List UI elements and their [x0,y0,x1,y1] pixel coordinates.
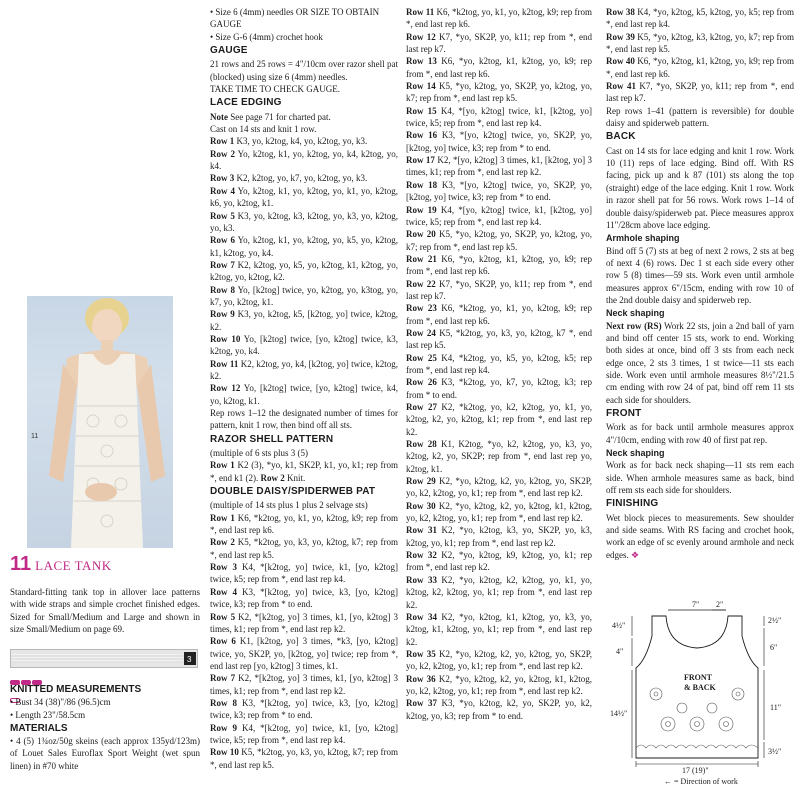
daisy-row-label: Row 7 [210,673,236,684]
skill-level-indicator [10,672,44,680]
daisy-row [210,512,398,537]
note-text: See page 71 for charted pat. [228,111,331,122]
daisy-row-text: K3, *[yo, k2tog] twice, yo, SK2P, yo, [k2tog, yo] twice, k3; rep from * to end. [406,130,592,153]
daisy-row-label: Row 36 [406,673,436,684]
front-neck-heading: Neck shaping [606,448,665,459]
instructions-column-2 [406,6,592,722]
gauge-text: 21 rows and 25 rows = 4"/10cm over razor shell pat (blocked) using size 6 (4mm) needles. [210,59,398,82]
daisy-row-text: K3, *yo, k2tog, k2, yo, SK2P, yo, k2, k2tog, yo, k3; rep from * to end. [406,698,592,721]
daisy-row-label: Row 14 [406,81,436,92]
lace-row-text: Yo, k2tog, k1, yo, k2tog, yo, k5, yo, k2tog, k1, k2tog, yo, k4. [210,235,398,258]
finishing-heading: FINISHING [606,498,659,510]
daisy-row [406,105,592,130]
daisy-row [406,500,592,525]
daisy-row-text: K6, *k2tog, yo, k1, yo, k2tog, k9; rep from *, end last rep k6. [406,303,592,326]
daisy-row-text: K7, *yo, SK2P, yo, k11; rep from *, end last rep k7. [406,278,592,301]
lace-row-text: K2, k2tog, yo, k5, yo, k2tog, k1, k2tog, yo, k2tog, yo, k2tog, k2. [210,259,398,283]
razor-rows [210,459,398,484]
daisy-row-text: K7, *yo, SK2P, yo, k11; rep from *, end last rep k7. [606,81,794,104]
daisy-row [406,549,592,574]
end-mark: ❖ [631,549,640,560]
lace-row-label: Row 5 [210,210,235,221]
daisy-row-text: K3, *[k2tog, yo] twice, k3, [yo, k2tog] twice, k3; rep from * to end. [210,586,399,610]
daisy-row-label: Row 11 [406,7,435,17]
daisy-row-label: Row 3 [210,562,237,573]
daisy-row [210,672,398,697]
razor-row-2-label: Row 2 [260,472,285,483]
bottom-width-label: 17 (19)" [682,766,709,775]
model-illustration [27,296,173,548]
lace-row-text: Yo, k2tog, k1, yo, k2tog, yo, k4, k2tog, yo, k4. [210,148,398,172]
daisy-row-text: K6, *k2tog, yo, k1, yo, k2tog, k9; rep from *, end last rep k6. [210,512,398,536]
daisy-row-text: K2, *yo, k2tog, k2, yo, k2tog, k1, k2tog, yo, k2, k2tog, yo, k1; rep from *, end last rep k2. [406,673,592,696]
lace-row-label: Row 12 [210,383,241,394]
photo-marker: 11 [31,433,39,440]
gauge-heading: GAUGE [210,45,248,57]
yarn-swatch-bar [10,649,198,668]
daisy-row-text: K5, *k2tog, yo, k3, yo, k2tog, k7; rep from *, end last rep k5. [210,747,398,770]
daisy-row-text: K4, *yo, k2tog, k5, k2tog, yo, k5; rep from *, end last rep k4. [606,7,794,30]
neck-row-label: Next row (RS) [606,320,662,331]
neck-heading: Neck shaping [606,308,665,319]
left-armhole-label: 4" [616,647,624,656]
right-edging-label: 3½" [768,747,782,756]
lace-row-text: K2, k2tog, yo, k7, yo, k2tog, yo, k3. [234,173,368,184]
needles-item: • Size 6 (4mm) needles OR SIZE TO OBTAIN GAUGE [210,7,380,30]
daisy-row-label: Row 15 [406,105,437,116]
length-measurement: • Length 23"/58.5cm [10,709,86,720]
front-text: Work as for back until armhole measures approx 4"/10cm, ending with row 40 of first pat rep. [606,422,794,445]
daisy-row [406,6,592,31]
lace-row [210,382,398,407]
lace-rows [210,135,398,407]
back-text: Cast on 14 sts for lace edging and knit 1 row. Work 10 (11) reps of lace edging. Bind off. With RS facing, pick up and k 87 (101) sts along the top (straight) edge of the lace edging. Knit 1 row. Work in razor shell pat for 56 rows. Work rows 1–14 of double daisy/spiderweb pat. Piece measures approx 11"/28cm above lace edging. [606,145,794,230]
daisy-row-text: K2, *[k2tog, yo] 3 times, k1, [yo, k2tog] 3 times, k1; rep from *, end last rep k2. [210,611,398,634]
materials-text: • 4 (5) 1¾oz/50g skeins (each approx 135yd/123m) of Louet Sales Euroflax Sport Weight (wet spun linen) in #70 white [10,736,200,771]
daisy-row-text: K2, *[yo, k2tog] 3 times, k1, [k2tog, yo] 3 times, k1; rep from *, end last rep k2. [406,155,592,178]
daisy-row [406,376,592,401]
daisy-row [210,635,398,672]
daisy-row-text: K2, *yo, k2tog, k2, k2tog, yo, k1, yo, k2tog, k2, k2tog, yo, k1; rep from *, end last rep k2. [406,574,592,610]
lace-row [210,185,398,210]
daisy-row [210,722,398,747]
lace-motif [650,688,744,731]
daisy-row [210,536,398,561]
right-shoulder-label: 2½" [768,616,782,625]
daisy-row [210,561,398,586]
daisy-row-text: K3, *[k2tog, yo] twice, k3, [yo, k2tog] twice, k3; rep from * to end. [210,697,399,721]
lace-row [210,333,398,358]
daisy-row-text: K2, *yo, k2tog, k2, yo, k2tog, yo, SK2P, yo, k2, k2tog, yo, k1; rep from *, end last rep k2. [406,476,593,499]
daisy-row-text: K4, *[k2tog, yo] twice, k1, [yo, k2tog] twice, k5; rep from *, end last rep k4. [210,722,399,745]
lace-row [210,259,398,284]
razor-row-2-text: Knit. [284,472,306,483]
daisy-row-text: K6, *yo, k2tog, k1, k2tog, yo, k9; rep from *, end last rep k6. [406,56,592,79]
daisy-row-text: K4, *[yo, k2tog] twice, k1, [k2tog, yo] twice, k5; rep from *, end last rep k4. [406,105,593,129]
lace-row-label: Row 8 [210,284,235,295]
daisy-row [606,6,794,31]
lace-row-label: Row 9 [210,309,235,320]
razor-row-1-text: K2 (3), *yo, k1, SK2P, k1, yo, k1; rep from *, end k1 (2). [210,460,399,483]
daisy-row [406,611,592,648]
lace-edging-heading: LACE EDGING [210,97,282,109]
daisy-row-label: Row 30 [406,500,436,511]
daisy-row [406,401,592,438]
bust-measurement: • Bust 34 (38)"/86 (96.5)cm [10,697,111,708]
left-shoulder-label: 4½" [612,621,626,630]
daisy-row-label: Row 16 [406,130,438,141]
lace-row-label: Row 4 [210,185,235,196]
daisy-row-label: Row 26 [406,377,437,388]
daisy-row [406,31,592,56]
daisy-row-text: K5, *k2tog, yo, k3, yo, k2tog, k7; rep from *, end last rep k5. [210,537,398,560]
daisy-row-text: K6, *k2tog, yo, k1, yo, k2tog, k9; rep from *, end last rep k6. [406,7,593,30]
schematic-diagram [608,598,796,786]
back-heading: BACK [606,131,636,143]
daisy-row [406,55,592,80]
note-line [210,111,398,123]
razor-multiple: (multiple of 6 sts plus 3 (5) [210,448,308,459]
daisy-row-label: Row 19 [406,204,437,215]
daisy-row-label: Row 9 [210,722,237,733]
pattern-title-block [10,553,200,576]
finishing-body: Wet block pieces to measurements. Sew shoulder and side seams. With RS facing and crochet hook, work an edge of sc evenly around armhole and neck edges. [606,512,794,560]
daisy-row [210,611,398,636]
daisy-row [406,228,592,253]
daisy-row-label: Row 17 [406,155,435,166]
lace-row-label: Row 11 [210,358,239,369]
daisy-row-label: Row 24 [406,327,436,338]
front-heading: FRONT [606,408,642,419]
razor-row-1-label: Row 1 [210,460,235,471]
daisy-row-label: Row 38 [606,7,635,17]
lace-row-label: Row 6 [210,235,235,246]
daisy-rows-final [606,6,794,105]
daisy-row [406,302,592,327]
daisy-row-text: K4, *[yo, k2tog] twice, k1, [k2tog, yo] twice, k5; rep from *, end last rep k4. [406,204,593,227]
daisy-row-text: K5, *yo, k2tog, yo, SK2P, yo, k2tog, yo, k7; rep from *, end last rep k5. [406,81,593,104]
daisy-row-text: K5, *yo, k2tog, k3, k2tog, yo, k7; rep from *, end last rep k5. [606,31,794,55]
daisy-row [406,648,592,673]
daisy-row-text: K6, *yo, k2tog, k1, k2tog, yo, k9; rep from *, end last rep k6. [406,253,592,277]
pattern-intro: Standard-fitting tank top in allover lace patterns with wide straps and simple crochet finished edges. Sized for Small/Medium and Large and shown in size Small/Medium on page 69. [10,587,200,634]
daisy-rows-continued [406,6,592,722]
daisy-row-text: K4, *[k2tog, yo] twice, k1, [yo, k2tog] twice, k5; rep from *, end last rep k4. [210,562,399,585]
edging-wave [636,745,758,748]
lace-row [210,172,398,184]
daisy-row-label: Row 40 [606,56,635,67]
materials-heading: MATERIALS [10,722,68,734]
gauge-check: TAKE TIME TO CHECK GAUGE. [210,84,341,95]
daisy-row-label: Row 1 [210,512,235,523]
daisy-heading: DOUBLE DAISY/SPIDERWEB PAT [210,486,376,498]
daisy-row-label: Row 35 [406,648,436,659]
lace-row-label: Row 3 [210,173,235,184]
pattern-number: 11 [10,553,32,575]
neck-text [606,320,794,406]
daisy-row [210,586,398,611]
daisy-row [406,574,592,611]
daisy-row-label: Row 4 [210,586,237,597]
daisy-row-label: Row 22 [406,278,436,289]
razor-shell-heading: RAZOR SHELL PATTERN [210,433,334,445]
daisy-row-text: K3, *k2tog, yo, k7, yo, k2tog, k3; rep from * to end. [406,377,592,400]
daisy-row-text: K2, *k2tog, yo, k2, k2tog, yo, k1, yo, k2tog, k2, yo, k2tog, k1; rep from *, end last rep k2. [406,402,592,437]
daisy-row-label: Row 31 [406,525,437,536]
daisy-multiple: (multiple of 14 sts plus 1 plus 2 selvage sts) [210,500,368,511]
instructions-column-1 [210,6,398,771]
lace-row [210,308,398,333]
daisy-row-text: K5, *yo, k2tog, yo, SK2P, yo, k2tog, yo, k7; rep from *, end last rep k5. [406,229,593,252]
daisy-row [210,746,398,771]
lace-row-label: Row 10 [210,333,241,344]
daisy-row-label: Row 8 [210,697,237,708]
daisy-row [406,204,592,229]
daisy-row-text: K1, [k2tog, yo] 3 times, *k3, [yo, k2tog] twice, yo, SK2P, yo, [k2tog, yo] twice; rep from *, end last rep [yo, k2tog] 3 times, k1. [210,636,398,671]
daisy-row [406,253,592,278]
daisy-row-label: Row 13 [406,56,437,67]
daisy-row [406,179,592,204]
daisy-row-label: Row 28 [406,439,437,450]
lace-row-text: K3, yo, k2tog, k5, [k2tog, yo] twice, k2tog, k2. [210,309,398,332]
daisy-row [606,31,794,56]
lace-row [210,358,398,383]
daisy-row-label: Row 21 [406,253,437,264]
daisy-row [210,697,398,722]
daisy-row-label: Row 29 [406,476,436,487]
instructions-column-3 [606,6,794,561]
daisy-row-text: K1, K2tog, *yo, k2, k2tog, yo, k3, yo, k2tog, k2, yo, SK2P; rep from *, end last rep yo, k2tog, k1. [406,439,593,474]
back-label: & BACK [684,683,716,692]
daisy-row [406,697,592,722]
daisy-row-text: K2, *yo, k2tog, k3, yo, SK2P, yo, k3, k2tog, yo, k1; rep from *, end last rep k2. [406,525,592,548]
daisy-row [406,352,592,377]
daisy-row-text: K2, *yo, k2tog, k2, yo, k2tog, k1, k2tog, yo, k2, k2tog, yo, k1; rep from *, end last rep k2. [406,500,592,524]
neck-row-text: Work 22 sts, join a 2nd ball of yarn and bind off center 15 sts, work to end. Working both sides at once, bind off 3 sts from each neck edge once, 2 sts 3 times, 1 st twice—11 sts each side. Work even until armhole measures 8½"/21.5 cm ending with row 24 of pat, bind off rem 11 sts each side for shoulders. [606,320,795,405]
measurements-section [10,684,200,772]
daisy-row-label: Row 10 [210,747,239,758]
daisy-row [406,438,592,475]
lace-row-label: Row 1 [210,136,235,147]
daisy-row [606,55,794,80]
lace-row-label: Row 2 [210,148,235,159]
right-armhole-label: 6" [770,643,778,652]
lace-row [210,135,398,147]
daisy-row-label: Row 5 [210,611,236,622]
lace-row-text: Yo, [k2tog] twice, [yo, k2tog] twice, k4, yo, k2tog, k1. [210,383,399,406]
lace-row-text: Yo, k2tog, k1, yo, k2tog, yo, k1, yo, k2tog, k6, yo, k2tog, k1. [210,185,398,209]
daisy-row-label: Row 33 [406,574,437,585]
daisy-row-text: K4, *k2tog, yo, k5, yo, k2tog, k5; rep from *, end last rep k4. [406,352,592,375]
lace-row-text: Yo, [k2tog] twice, yo, k2tog, yo, k3tog, yo, k7, yo, k2tog, k1. [210,284,399,307]
swatch-texture [11,650,197,667]
daisy-row-text: K3, *[yo, k2tog] twice, yo, SK2P, yo, [k2tog, yo] twice, k3; rep from * to end. [406,179,592,203]
lace-row-text: K3, yo, k2tog, k3, k2tog, yo, k3, yo, k2tog, yo, k3. [210,210,398,233]
daisy-rep-note: Rep rows 1–41 (pattern is reversible) for double daisy and spiderweb pattern. [606,105,794,129]
lace-row-text: K3, yo, k2tog, k4, yo, k2tog, yo, k3. [234,136,368,147]
armhole-heading: Armhole shaping [606,233,680,244]
daisy-row-text: K6, *yo, k2tog, k1, k2tog, yo, k9; rep from *, end last rep k6. [606,56,794,79]
daisy-row [406,129,592,154]
daisy-row-label: Row 18 [406,179,438,190]
daisy-row-text: K2, *yo, k2tog, k2, yo, k2tog, yo, SK2P, yo, k2, k2tog, yo, k1; rep from *, end last rep k2. [406,648,593,672]
daisy-row-text: K2, *[k2tog, yo] 3 times, k1, [yo, k2tog] 3 times, k1; rep from *, end last rep k2. [210,673,398,696]
daisy-row-label: Row 41 [606,81,636,92]
product-photo [27,296,173,548]
daisy-row [606,80,794,105]
daisy-row [406,475,592,500]
right-body-label: 11" [770,703,781,712]
svg-text:3: 3 [187,655,192,664]
lace-row [210,284,398,309]
daisy-row-label: Row 27 [406,402,437,412]
cast-on-line: Cast on 14 sts and knit 1 row. [210,124,317,135]
note-label: Note [210,111,228,122]
daisy-row-label: Row 34 [406,611,437,622]
daisy-row-text: K2, *yo, k2tog, k1, k2tog, yo, k3, yo, k2tog, k1, k2tog, yo, k1; rep from *, end last rep k2. [406,611,592,647]
daisy-row-text: K7, *yo, SK2P, yo, k11; rep from *, end last rep k7. [406,31,592,55]
daisy-rows [210,512,398,771]
daisy-row-label: Row 32 [406,550,437,561]
daisy-row [406,327,592,352]
lace-row [210,148,398,173]
pattern-title: LACE TANK [35,558,112,573]
lace-row [210,234,398,259]
lace-row-text: Yo, [k2tog] twice, [yo, k2tog] twice, k3, k2tog, yo, k4. [210,333,399,357]
armhole-text: Bind off 5 (7) sts at beg of next 2 rows, 2 sts at beg of next 4 (6) rows. Dec 1 st each side every other row 5 (8) times—59 sts. Work even until armhole measures approx 6"/15cm, ending with row 10 of the 2nd double daisy and spiderweb rep. [606,245,794,305]
lace-rep-note: Rep rows 1–12 the designated number of times for pattern, knit 1 row, then bind off all sts. [210,408,398,431]
lace-row-label: Row 7 [210,259,235,270]
daisy-row-label: Row 25 [406,352,437,363]
daisy-row-label: Row 39 [606,31,635,42]
direction-of-work-label: ← = Direction of work [664,777,738,786]
daisy-row-label: Row 37 [406,698,437,709]
daisy-row [406,154,592,179]
lace-row-text: K2, k2tog, yo, k4, [k2tog, yo] twice, k2tog, k2. [210,358,398,381]
daisy-row [406,524,592,549]
daisy-row-text: K2, *yo, k2tog, k9, k2tog, yo, k1; rep from *, end last rep k2. [406,550,592,573]
strap-width-label: 2" [716,600,724,609]
hook-item: • Size G-6 (4mm) crochet hook [210,31,323,42]
left-body-label: 14½" [610,709,628,718]
finishing-text [606,512,794,561]
daisy-row [406,278,592,303]
daisy-row-text: K5, *k2tog, yo, k3, yo, k2tog, k7 *, end last rep k5. [406,327,592,351]
front-neck-text: Work as for back neck shaping—11 sts rem each side. When armhole measures same as back, bind off rem sts each side for shoulders. [606,460,794,496]
top-width-label: 7" [692,600,700,609]
lace-row [210,210,398,235]
front-label: FRONT [684,673,712,682]
daisy-row-label: Row 12 [406,31,436,42]
daisy-row-label: Row 2 [210,537,235,548]
daisy-row-label: Row 6 [210,636,236,647]
daisy-row-label: Row 23 [406,303,437,314]
daisy-row [406,673,592,698]
daisy-row-label: Row 20 [406,229,436,240]
knitted-measurements-heading: KNITTED MEASUREMENTS [10,684,142,695]
daisy-row [406,80,592,105]
